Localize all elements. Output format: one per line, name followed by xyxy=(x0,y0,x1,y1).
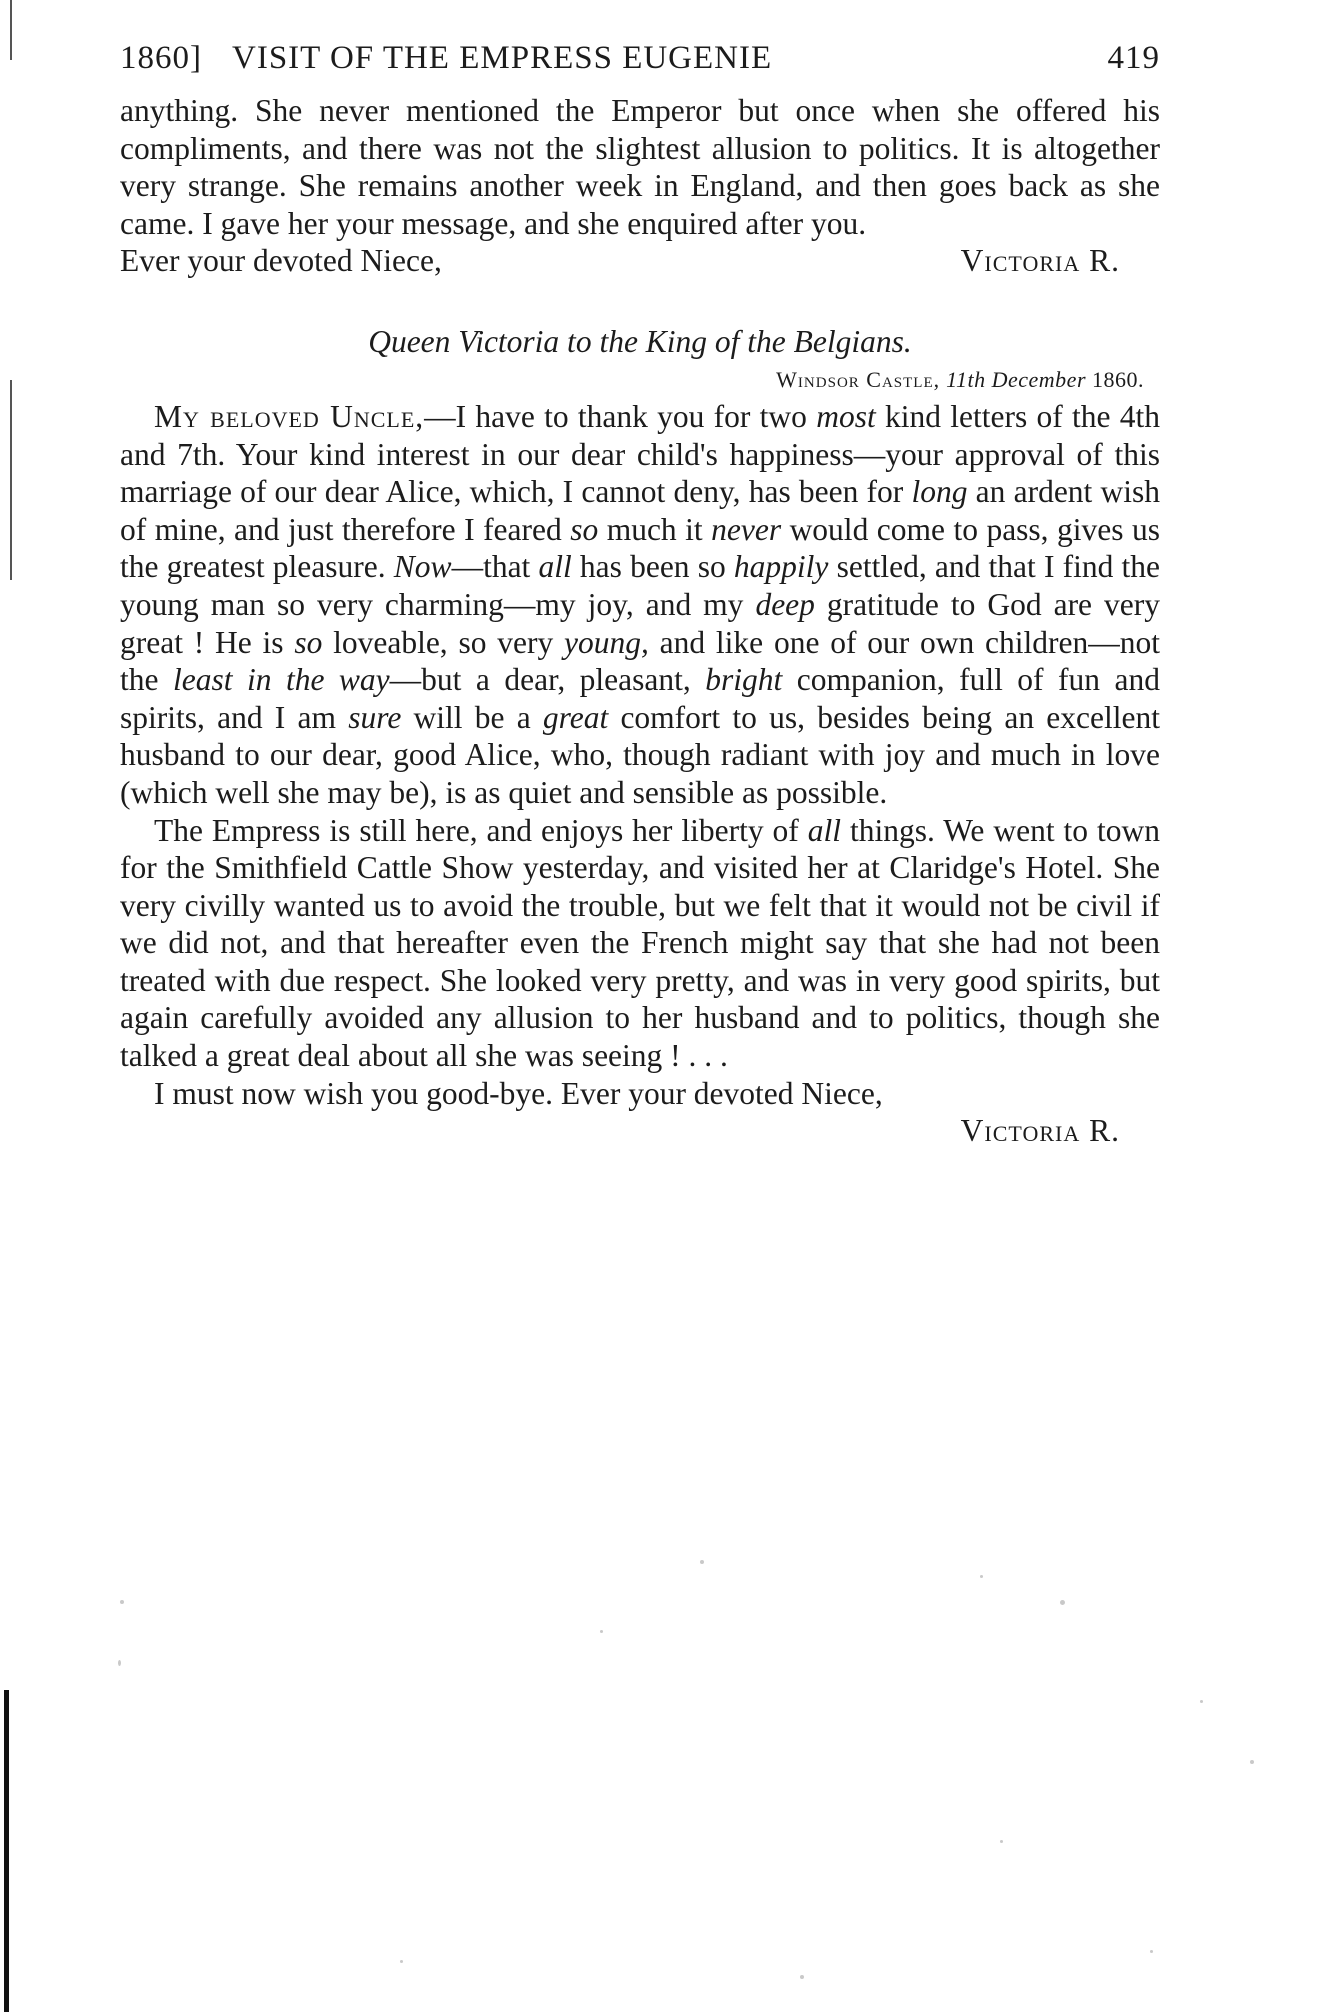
scan-gutter-mark xyxy=(10,380,12,580)
letter-2-paragraph-3: I must now wish you good-bye. Ever your devoted Niece, xyxy=(154,1075,883,1111)
letter-2-body xyxy=(120,398,1160,1112)
letter-2-heading: Queen Victoria to the King of the Belgians. xyxy=(368,323,912,359)
dateline-place: Windsor Castle, xyxy=(776,366,941,392)
letter-1-closing: Ever your devoted Niece, xyxy=(120,243,442,279)
dateline-year: 1860. xyxy=(1092,366,1144,392)
letter-1-signature: Victoria R. xyxy=(960,243,1120,279)
letter-1-body xyxy=(120,92,1160,242)
scan-gutter-mark xyxy=(4,1690,9,2012)
running-head xyxy=(120,40,1160,92)
book-page xyxy=(120,40,1160,1150)
salutation: My beloved Uncle, xyxy=(154,398,425,434)
letter-2-dateline xyxy=(120,362,1160,398)
header-year: 1860] xyxy=(120,40,202,76)
letter-2-signature: Victoria R. xyxy=(960,1113,1120,1149)
letter-1-text: anything. She never mentioned the Emperor but once when she offered his compliments, and there was not the slightest allusion to politics. It is altogether very strange. She remains another week in England, and then goes back as she came. I gave her your message, and she enquired after you. xyxy=(120,93,1160,241)
letter-2-signature-line xyxy=(120,1112,1160,1150)
header-title: VISIT OF THE EMPRESS EUGENIE xyxy=(232,40,773,76)
letter-2-paragraph-2: The Empress is still here, and enjoys her liberty of all things. We went to town for the Smithfield Cattle Show yesterday, and visited her at Claridge's Hotel. She very civilly wanted us to avoid the trouble, but we felt that it would not be civil if we did not, and that hereafter even the French might say that she had not been treated with due respect. She looked very pretty, and was in very good spirits, but again carefully avoided any allusion to her husband and to politics, though she talked a great deal about all she was seeing ! . . . xyxy=(120,812,1160,1074)
letter-1-closing-line xyxy=(120,242,1160,280)
letter-2-paragraph-1: My beloved Uncle,—I have to thank you for two most kind letters of the 4th and 7th. Your kind interest in our dear child's happiness—your approval of this marriage of our dear Alice, which, I cannot deny, has been for long an ardent wish of mine, and just therefore I feared so much it never would come to pass, gives us the greatest pleasure. Now—that all has been so happily settled, and that I find the young man so very charming—my joy, and my deep gratitude to God are very great ! He is so loveable, so very young, and like one of our own children—not the least in the way—but a dear, pleasant, bright companion, full of fun and spirits, and I am sure will be a great comfort to us, besides being an excellent husband to our dear, good Alice, who, though radiant with joy and much in love (which well she may be), is as quiet and sensible as possible. xyxy=(120,398,1161,810)
page-number: 419 xyxy=(1107,40,1160,76)
dateline-date: 11th December xyxy=(946,366,1086,392)
scan-gutter-mark xyxy=(10,0,12,60)
